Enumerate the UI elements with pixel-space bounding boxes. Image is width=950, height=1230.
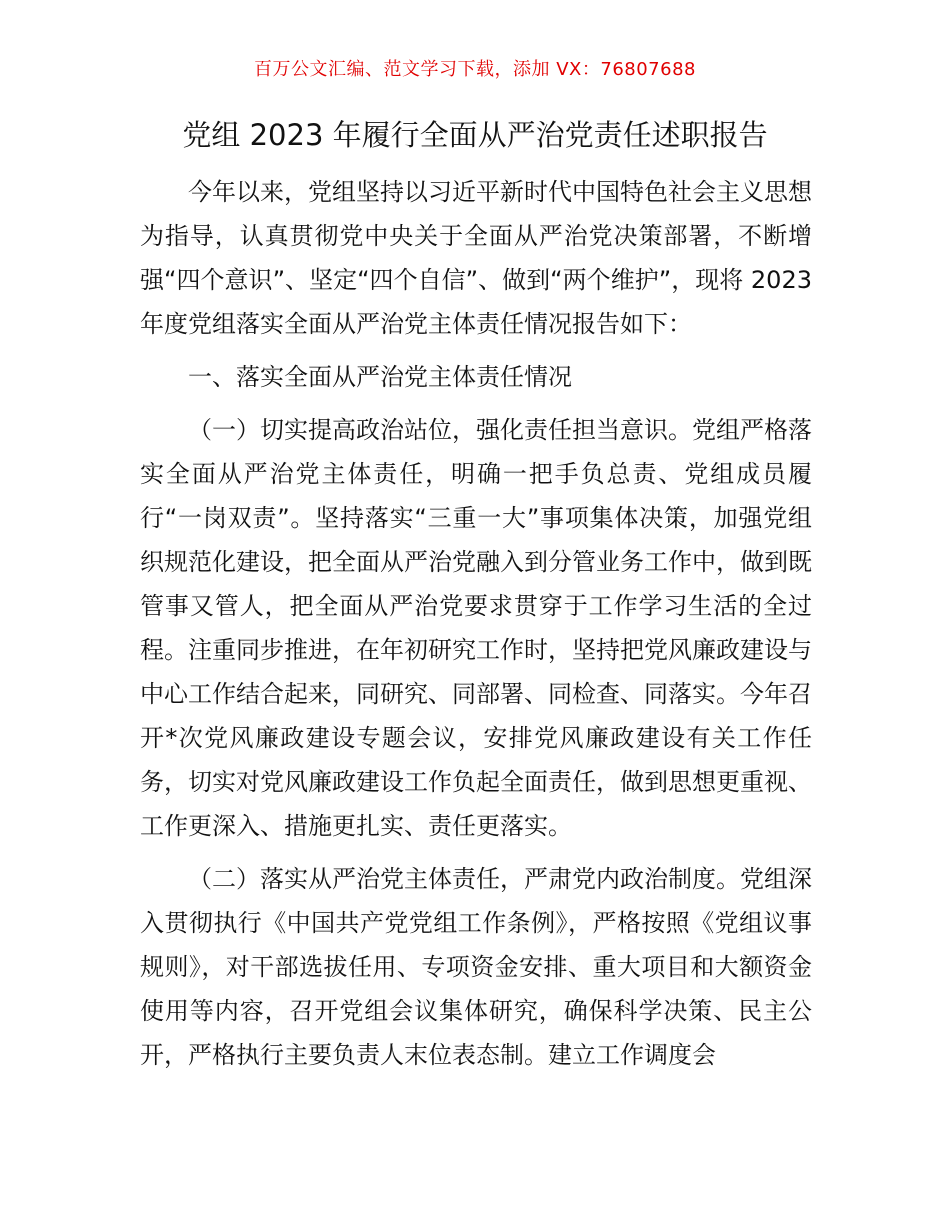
subsection-paragraph-1: （一）切实提高政治站位，强化责任担当意识。党组严格落实全面从严治党主体责任，明确一把手负总责、党组成员履行“一岗双责”。坚持落实“三重一大”事项集体决策，加强党组织规范化建设，把全面从严治党融入到分管业务工作中，做到既管事又管人，把全面从严治党要求贯穿于工作学习生活的全过程。注重同步推进，在年初研究工作时，坚持把党风廉政建设与中心工作结合起来，同研究、同部署、同检查、同落实。今年召开*次党风廉政建设专题会议，安排党风廉政建设有关工作任务，切实对党风廉政建设工作负起全面责任，做到思想更重视、工作更深入、措施更扎实、责任更落实。 — [140, 416, 812, 840]
intro-paragraph: 今年以来，党组坚持以习近平新时代中国特色社会主义思想为指导，认真贯彻党中央关于全面从严治党决策部署，不断增强“四个意识”、坚定“四个自信”、做到“两个维护”，现将 2023 年度党组落实全面从严治党主体责任情况报告如下： — [140, 178, 812, 338]
section-heading-1: 一、落实全面从严治党主体责任情况 — [188, 363, 572, 391]
subsection-paragraph-2: （二）落实从严治党主体责任，严肃党内政治制度。党组深入贯彻执行《中国共产党党组工作条例》，严格按照《党组议事规则》，对干部选拔任用、专项资金安排、重大项目和大额资金使用等内容，召开党组会议集体研究，确保科学决策、民主公开，严格执行主要负责人末位表态制。建立工作调度会 — [140, 865, 812, 1069]
document-body — [140, 170, 812, 1086]
page-title: 党组 2023 年履行全面从严治党责任述职报告 — [182, 118, 768, 152]
header-contact-note: 百万公文汇编、范文学习下载，添加 VX：76807688 — [254, 59, 696, 80]
